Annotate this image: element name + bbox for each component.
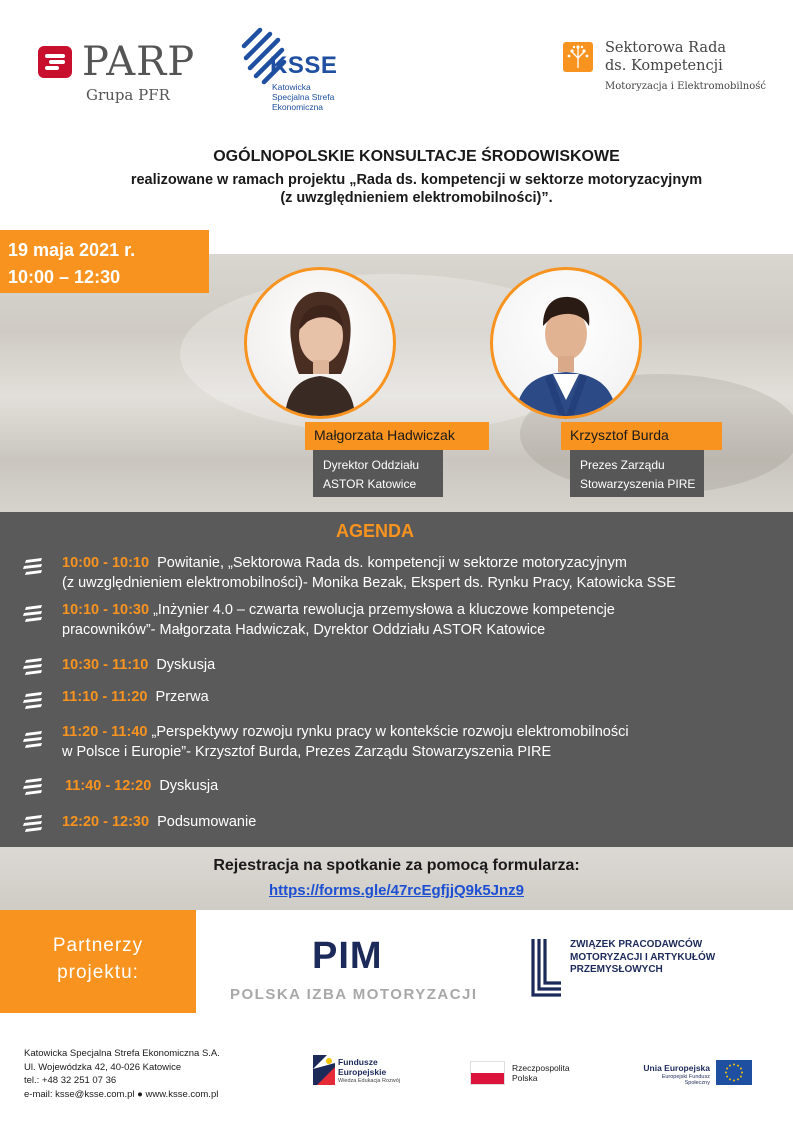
ksse-name: KSSE bbox=[270, 52, 338, 79]
ue-fund: Europejski Fundusz Społeczny bbox=[661, 1074, 710, 1086]
agenda-time: 10:10 - 10:30 bbox=[62, 602, 150, 618]
fe-name: Fundusze Europejskie Wiedza Edukacja Rozwój bbox=[338, 1057, 401, 1084]
swoosh-bullet-icon bbox=[22, 604, 44, 622]
partners-label-line2: projektu: bbox=[57, 962, 139, 983]
fe-mark-icon bbox=[313, 1055, 335, 1085]
agenda-time: 11:20 - 11:40 bbox=[62, 724, 148, 740]
speaker-photo-2 bbox=[490, 267, 642, 419]
registration-text: Rejestracja na spotkanie za pomocą formularza: bbox=[213, 857, 580, 874]
agenda-time: 11:10 - 11:20 bbox=[62, 689, 148, 705]
swoosh-bullet-icon bbox=[22, 691, 44, 709]
swoosh-bullet-icon bbox=[22, 730, 44, 748]
agenda-text: Przerwa bbox=[155, 689, 209, 705]
footer-contact bbox=[24, 1047, 220, 1101]
agenda-text-cont: pracowników”- Małgorzata Hadwiczak, Dyrektor Oddziału ASTOR Katowice bbox=[62, 622, 546, 638]
srk-title-line2: ds. Kompetencji bbox=[605, 58, 723, 74]
agenda-time: 11:40 - 12:20 bbox=[65, 778, 152, 794]
speaker-name-2: Krzysztof Burda bbox=[561, 422, 722, 450]
pim-subtitle: POLSKA IZBA MOTORYZACJI bbox=[230, 986, 478, 1003]
event-date: 19 maja 2021 r. bbox=[8, 240, 136, 260]
parp-mark-icon bbox=[38, 46, 72, 78]
agenda-title: AGENDA bbox=[335, 521, 414, 541]
zpm-mark-icon bbox=[530, 937, 564, 999]
swoosh-bullet-icon bbox=[22, 557, 44, 575]
agenda-text-cont: (z uwzględnieniem elektromobilności)- Monika Bezak, Ekspert ds. Rynku Pracy, Katowicka SSE bbox=[62, 575, 676, 591]
agenda-time: 10:30 - 11:10 bbox=[62, 657, 149, 673]
agenda-text: Dyskusja bbox=[159, 778, 219, 794]
agenda-text: Powitanie, „Sektorowa Rada ds. kompetencji w sektorze motoryzacyjnym bbox=[157, 555, 627, 571]
footer-phone: tel.: +48 32 251 07 36 bbox=[24, 1075, 117, 1086]
ksse-logo bbox=[240, 26, 370, 116]
title-block bbox=[40, 148, 793, 206]
page-title: OGÓLNOPOLSKIE KONSULTACJE ŚRODOWISKOWE bbox=[213, 148, 620, 165]
ue-name: Unia Europejska bbox=[643, 1063, 710, 1073]
zpm-name: ZWIĄZEK PRACODAWCÓW MOTORYZACJI I ARTYKUŁÓW PRZEMYSŁOWYCH bbox=[570, 939, 716, 975]
parp-logo bbox=[38, 39, 218, 112]
registration-link[interactable]: https://forms.gle/47rcEgfjjQ9k5Jnz9 bbox=[268, 882, 525, 899]
speaker-photo-1 bbox=[244, 267, 396, 419]
speaker-role-1: Dyrektor Oddziału ASTOR Katowice bbox=[313, 450, 443, 497]
speaker-name-1: Małgorzata Hadwiczak bbox=[305, 422, 489, 450]
rp-name: Rzeczpospolita Polska bbox=[512, 1063, 570, 1083]
person-portrait-icon bbox=[493, 270, 639, 416]
parp-name: PARP bbox=[82, 39, 196, 85]
unia-europejska-logo bbox=[636, 1060, 754, 1088]
fundusze-europejskie-logo bbox=[313, 1055, 423, 1089]
swoosh-bullet-icon bbox=[22, 657, 44, 675]
footer-company: Katowicka Specjalna Strefa Ekonomiczna S.A. bbox=[24, 1048, 220, 1059]
footer-address: Ul. Wojewódzka 42, 40-026 Katowice bbox=[24, 1061, 182, 1073]
srk-subtitle: Motoryzacja i Elektromobilność bbox=[605, 81, 766, 92]
event-time: 10:00 – 12:30 bbox=[8, 267, 121, 287]
partners-label-line1: Partnerzy bbox=[52, 935, 144, 956]
partners-label-box bbox=[0, 910, 196, 1013]
pim-logo bbox=[230, 935, 478, 1010]
title-subtitle-line2: (z uwzględnieniem elektromobilności)”. bbox=[280, 190, 553, 206]
footer-email-web: e-mail: ksse@ksse.com.pl ● www.ksse.com.pl bbox=[24, 1088, 219, 1100]
srk-title-line1: Sektorowa Rada bbox=[605, 40, 727, 56]
person-portrait-icon bbox=[247, 270, 393, 416]
agenda-text: „Perspektywy rozwoju rynku pracy w kontekście rozwoju elektromobilności bbox=[151, 724, 629, 740]
parp-subtitle: Grupa PFR bbox=[86, 86, 170, 104]
poland-flag-icon bbox=[470, 1061, 505, 1085]
agenda-text: „Inżynier 4.0 – czwarta rewolucja przemysłowa a kluczowe kompetencje bbox=[153, 602, 615, 618]
title-subtitle-line1: realizowane w ramach projektu „Rada ds. kompetencji w sektorze motoryzacyjnym bbox=[130, 172, 703, 188]
agenda-text: Podsumowanie bbox=[157, 814, 257, 830]
tree-icon bbox=[563, 42, 593, 72]
srk-logo bbox=[563, 40, 778, 100]
agenda-time: 12:20 - 12:30 bbox=[62, 814, 150, 830]
ksse-subtitle: Katowicka Specjalna Strefa Ekonomiczna bbox=[272, 82, 335, 112]
pim-mark: PIM bbox=[312, 935, 383, 977]
agenda-time: 10:00 - 10:10 bbox=[62, 555, 150, 571]
rzeczpospolita-logo bbox=[470, 1061, 590, 1087]
registration-section bbox=[0, 847, 793, 910]
agenda-section bbox=[0, 512, 793, 847]
eu-flag-icon bbox=[716, 1060, 752, 1085]
agenda-text-cont: w Polsce i Europie”- Krzysztof Burda, Prezes Zarządu Stowarzyszenia PIRE bbox=[62, 744, 552, 760]
agenda-text: Dyskusja bbox=[156, 657, 216, 673]
swoosh-bullet-icon bbox=[22, 814, 44, 832]
swoosh-bullet-icon bbox=[22, 777, 44, 795]
zpm-logo bbox=[530, 937, 750, 1002]
speaker-role-2: Prezes Zarządu Stowarzyszenia PIRE bbox=[570, 450, 704, 497]
date-box bbox=[0, 230, 209, 293]
